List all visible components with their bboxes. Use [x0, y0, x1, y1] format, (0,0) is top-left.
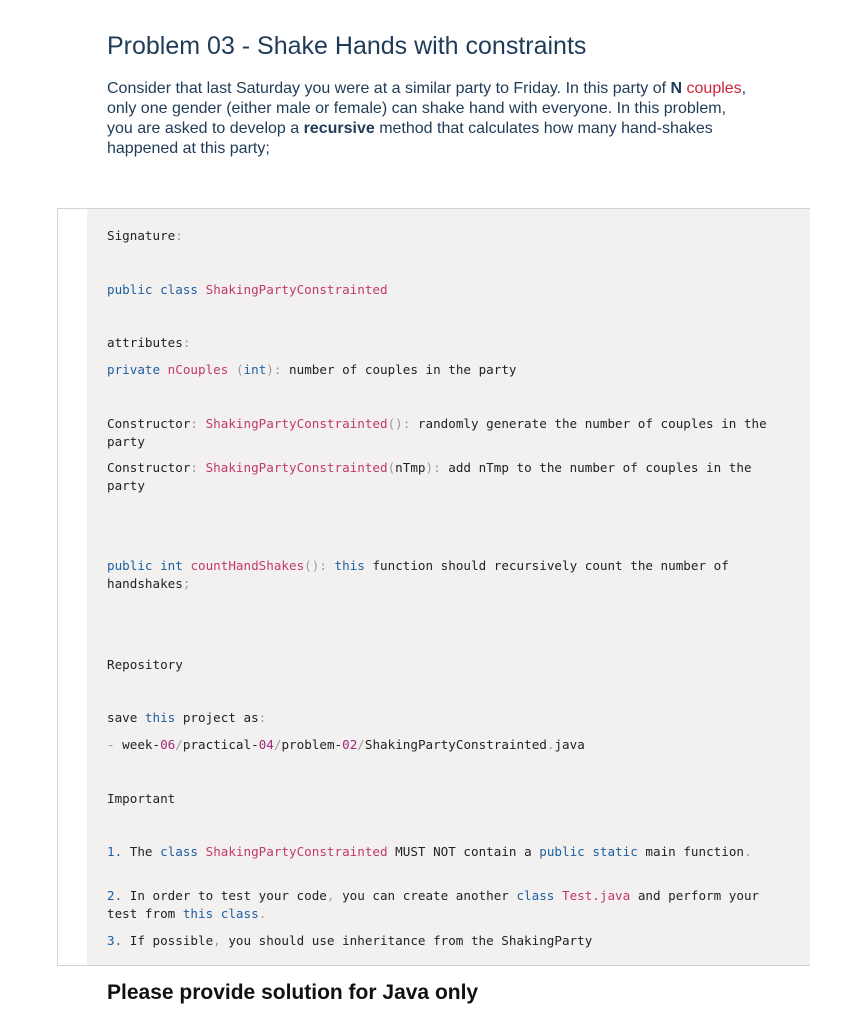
signature-label: Signature: — [107, 228, 183, 243]
constructor-param: Constructor: ShakingPartyConstrainted(nTmp): add nTmp to the number of couples in the party — [107, 460, 760, 493]
important-label: Important — [107, 791, 176, 806]
important-item-1: 1. The class ShakingPartyConstrainted MUST NOT contain a public static main function. — [107, 844, 752, 859]
page-title: Problem 03 - Shake Hands with constraints — [107, 32, 587, 60]
class-declaration: public class ShakingPartyConstrainted — [107, 282, 388, 297]
attributes-label: attributes: — [107, 335, 191, 350]
attribute-declaration: private nCouples (int): number of couples in the party — [107, 362, 517, 377]
constructor-default: Constructor: ShakingPartyConstrainted(): randomly generate the number of couples in the party — [107, 416, 775, 449]
important-item-2: 2. In order to test your code, you can create another class Test.java and perform your test from this class. — [107, 888, 767, 921]
save-project-line: save this project as: — [107, 710, 267, 725]
important-item-3: 3. If possible, you should use inheritance from the ShakingParty — [107, 933, 593, 948]
problem-description: Consider that last Saturday you were at a similar party to Friday. In this party of N couples, only one gender (either male or female) can shake hand with everyone. In this problem, you are asked to develop a recursive method that calculates how many hand-shakes happened at this party; — [107, 80, 747, 157]
repository-path: - week-06/practical-04/problem-02/ShakingPartyConstrainted.java — [107, 737, 585, 752]
footer-note: Please provide solution for Java only — [107, 981, 479, 1004]
repository-label: Repository — [107, 657, 183, 672]
method-declaration: public int countHandShakes(): this function should recursively count the number of handshakes; — [107, 558, 737, 591]
